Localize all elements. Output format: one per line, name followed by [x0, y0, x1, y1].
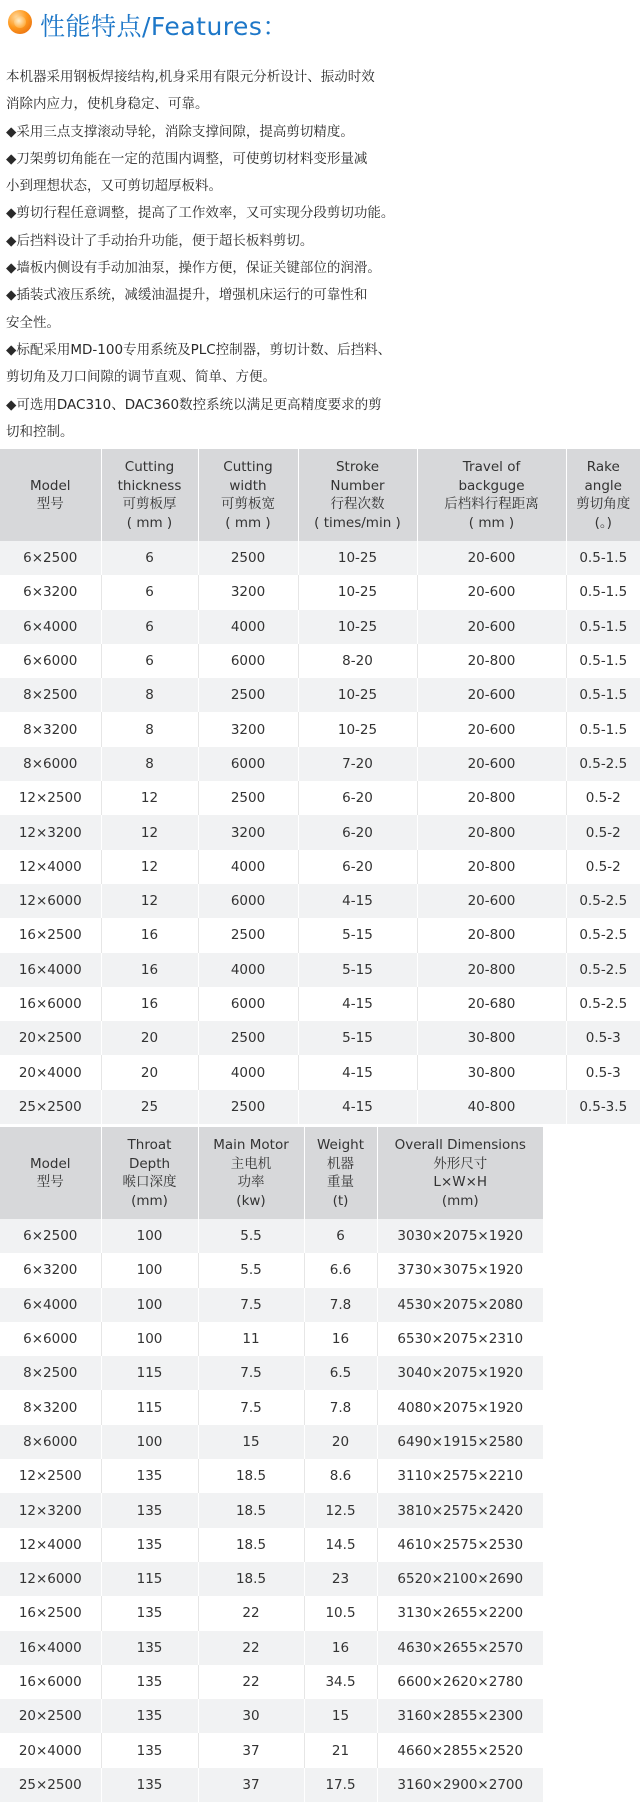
- column-header-line: (。): [594, 514, 612, 531]
- orange-bullet-icon: [8, 10, 32, 34]
- column-header: [417, 449, 566, 541]
- table-cell: 22: [198, 1631, 304, 1665]
- table-cell: 4-15: [298, 1090, 417, 1124]
- table-cell: 22: [198, 1596, 304, 1630]
- table-cell: 0.5-2: [566, 815, 640, 849]
- column-header-line: (kw): [236, 1192, 266, 1209]
- column-header-line: backguge: [458, 477, 525, 494]
- table-cell: 135: [101, 1733, 198, 1767]
- table-row: [0, 1390, 543, 1424]
- table-cell: 5-15: [298, 1021, 417, 1055]
- table-cell: 8-20: [298, 644, 417, 678]
- table-cell: 3730×3075×1920: [377, 1253, 543, 1287]
- table-cell: 3200: [198, 712, 298, 746]
- table-cell: 12×4000: [0, 850, 101, 884]
- table-row: [0, 1356, 543, 1390]
- table-cell: 16: [304, 1322, 377, 1356]
- table-cell: 4610×2575×2530: [377, 1528, 543, 1562]
- column-header-line: Rake angle: [584, 459, 622, 494]
- table-cell: 4630×2655×2570: [377, 1631, 543, 1665]
- table-cell: 12: [101, 884, 198, 918]
- table-row: [0, 1768, 543, 1802]
- table-cell: 6520×2100×2690: [377, 1562, 543, 1596]
- table-row: [0, 747, 640, 781]
- table-cell: 3030×2075×1920: [377, 1219, 543, 1253]
- table-cell: 4000: [198, 953, 298, 987]
- table-cell: 6: [101, 575, 198, 609]
- table-cell: 25: [101, 1090, 198, 1124]
- table-cell: 6530×2075×2310: [377, 1322, 543, 1356]
- feature-line: ◆标配采用MD-100专用系统及PLC控制器，剪切计数、后挡料、: [6, 341, 392, 358]
- table-cell: 3130×2655×2200: [377, 1596, 543, 1630]
- table-cell: 7.5: [198, 1288, 304, 1322]
- column-header-line: 外形尺寸: [433, 1155, 488, 1172]
- table-cell: 12: [101, 815, 198, 849]
- table-cell: 135: [101, 1493, 198, 1527]
- table-cell: 6×6000: [0, 644, 101, 678]
- table-cell: 20: [101, 1055, 198, 1089]
- table-cell: 10-25: [298, 678, 417, 712]
- table-row: [0, 815, 640, 849]
- table-cell: 0.5-1.5: [566, 712, 640, 746]
- column-header-line: Overall Dimensions: [394, 1137, 526, 1153]
- table-cell: 135: [101, 1596, 198, 1630]
- table-cell: 18.5: [198, 1459, 304, 1493]
- table-cell: 6: [101, 644, 198, 678]
- table-cell: 7.5: [198, 1390, 304, 1424]
- feature-line: ◆墙板内侧设有手动加油泵，操作方便，保证关键部位的润滑。: [6, 260, 381, 277]
- table-cell: 20: [304, 1425, 377, 1459]
- table-cell: 3040×2075×1920: [377, 1356, 543, 1390]
- column-header-line: ( mm ): [126, 514, 173, 531]
- table-cell: 12×2500: [0, 781, 101, 815]
- table-cell: 2500: [198, 781, 298, 815]
- table-row: [0, 1699, 543, 1733]
- table-cell: 100: [101, 1253, 198, 1287]
- table-cell: 2500: [198, 1090, 298, 1124]
- table-cell: 135: [101, 1699, 198, 1733]
- table-row: [0, 1459, 543, 1493]
- table-cell: 135: [101, 1665, 198, 1699]
- table-cell: 100: [101, 1425, 198, 1459]
- table-row: [0, 1425, 543, 1459]
- table-cell: 2500: [198, 1021, 298, 1055]
- table-row: [0, 850, 640, 884]
- table-cell: 21: [304, 1733, 377, 1767]
- table-cell: 6490×1915×2580: [377, 1425, 543, 1459]
- table-cell: 6000: [198, 747, 298, 781]
- table-cell: 12×6000: [0, 884, 101, 918]
- table-cell: 16×4000: [0, 1631, 101, 1665]
- table-cell: 100: [101, 1288, 198, 1322]
- table-cell: 25×2500: [0, 1090, 101, 1124]
- table-cell: 5-15: [298, 953, 417, 987]
- table-cell: 8: [101, 747, 198, 781]
- table-cell: 20-800: [417, 953, 566, 987]
- table-cell: 115: [101, 1390, 198, 1424]
- table-row: [0, 1493, 543, 1527]
- feature-line: 小到理想状态，又可剪切超厚板料。: [6, 178, 222, 195]
- table-cell: 18.5: [198, 1562, 304, 1596]
- table-cell: 135: [101, 1528, 198, 1562]
- table-cell: 20-600: [417, 884, 566, 918]
- table-row: [0, 987, 640, 1021]
- spec-table-cutting: [0, 449, 640, 1124]
- table-cell: 0.5-2.5: [566, 747, 640, 781]
- table-row: [0, 610, 640, 644]
- table-cell: 100: [101, 1322, 198, 1356]
- column-header-line: L×W×H: [433, 1174, 488, 1190]
- table-cell: 6.6: [304, 1253, 377, 1287]
- table-cell: 5-15: [298, 918, 417, 952]
- table-cell: 20-800: [417, 781, 566, 815]
- table-cell: 10.5: [304, 1596, 377, 1630]
- table-cell: 6-20: [298, 781, 417, 815]
- table-cell: 10-25: [298, 541, 417, 575]
- table-cell: 6600×2620×2780: [377, 1665, 543, 1699]
- table-cell: 16×6000: [0, 987, 101, 1021]
- features-text: [6, 64, 426, 446]
- table-cell: 0.5-3.5: [566, 1090, 640, 1124]
- table-cell: 11: [198, 1322, 304, 1356]
- table-cell: 6×3200: [0, 575, 101, 609]
- table-cell: 6×2500: [0, 1219, 101, 1253]
- column-header-line: (mm): [131, 1192, 168, 1209]
- column-header-line: Stroke: [335, 459, 380, 475]
- column-header: [0, 449, 101, 541]
- table-cell: 6×3200: [0, 1253, 101, 1287]
- feature-line: ◆剪切行程任意调整，提高了工作效率，又可实现分段剪切功能。: [6, 205, 395, 222]
- column-header-line: 重量: [327, 1174, 354, 1190]
- table-header-row: [0, 449, 640, 541]
- table-cell: 16: [101, 918, 198, 952]
- table-cell: 12×3200: [0, 1493, 101, 1527]
- table-cell: 0.5-3: [566, 1055, 640, 1089]
- table-cell: 15: [198, 1425, 304, 1459]
- column-header: [377, 1127, 543, 1219]
- table-cell: 20-800: [417, 850, 566, 884]
- table-cell: 8×2500: [0, 1356, 101, 1390]
- column-header-line: 型号: [36, 496, 64, 512]
- feature-line: 安全性。: [6, 314, 60, 331]
- table-cell: 4660×2855×2520: [377, 1733, 543, 1767]
- column-header-line: ( mm ): [225, 514, 271, 531]
- table-cell: 8×2500: [0, 678, 101, 712]
- table-cell: 16: [101, 987, 198, 1021]
- table-cell: 6-20: [298, 815, 417, 849]
- column-header: [198, 449, 298, 541]
- table-cell: 6-20: [298, 850, 417, 884]
- column-header-line: Model: [29, 477, 71, 494]
- column-header-line: 可剪板宽: [221, 496, 275, 512]
- column-header: [198, 1127, 304, 1219]
- table-row: [0, 1631, 543, 1665]
- table-cell: 8×6000: [0, 1425, 101, 1459]
- table-cell: 8: [101, 712, 198, 746]
- column-header: [101, 1127, 198, 1219]
- table-row: [0, 1322, 543, 1356]
- table-cell: 4530×2075×2080: [377, 1288, 543, 1322]
- table-row: [0, 1528, 543, 1562]
- table-cell: 12: [101, 781, 198, 815]
- column-header-line: Weight: [316, 1137, 365, 1153]
- feature-line: ◆插装式液压系统，减缓油温提升，增强机床运行的可靠性和: [6, 287, 368, 304]
- table-cell: 12: [101, 850, 198, 884]
- column-header-line: Travel of: [462, 459, 521, 475]
- table-cell: 4000: [198, 610, 298, 644]
- table-cell: 10-25: [298, 575, 417, 609]
- table-cell: 3200: [198, 575, 298, 609]
- table-cell: 3160×2855×2300: [377, 1699, 543, 1733]
- table-cell: 8.6: [304, 1459, 377, 1493]
- feature-line: 本机器采用钢板焊接结构,机身采用有限元分析设计、振动时效: [6, 69, 375, 85]
- table-cell: 0.5-1.5: [566, 575, 640, 609]
- table-cell: 3810×2575×2420: [377, 1493, 543, 1527]
- table-cell: 4000: [198, 850, 298, 884]
- column-header-line: 功率: [237, 1174, 265, 1190]
- table-cell: 0.5-2: [566, 781, 640, 815]
- section-title: 性能特点/Features：: [40, 12, 288, 41]
- feature-line: ◆刀架剪切角能在一定的范围内调整，可使剪切材料变形量减: [6, 150, 368, 167]
- table-cell: 3160×2900×2700: [377, 1768, 543, 1802]
- column-header-line: Cutting: [124, 459, 175, 475]
- table-row: [0, 1021, 640, 1055]
- table-cell: 20-680: [417, 987, 566, 1021]
- table-row: [0, 678, 640, 712]
- table-row: [0, 918, 640, 952]
- column-header-line: 后档料行程距离: [444, 496, 539, 512]
- table-cell: 40-800: [417, 1090, 566, 1124]
- column-header-line: 行程次数: [330, 496, 385, 512]
- feature-line: ◆可选用DAC310、DAC360数控系统以满足更高精度要求的剪: [6, 396, 382, 413]
- column-header-line: Number: [330, 477, 385, 494]
- table-cell: 4080×2075×1920: [377, 1390, 543, 1424]
- table-cell: 30: [198, 1699, 304, 1733]
- table-cell: 20-800: [417, 644, 566, 678]
- table-cell: 6×4000: [0, 1288, 101, 1322]
- table-cell: 20: [101, 1021, 198, 1055]
- column-header-line: thickness: [117, 477, 182, 494]
- column-header-line: 可剪板厚: [122, 496, 177, 512]
- column-header-line: ( mm ): [468, 514, 515, 531]
- table-cell: 2500: [198, 541, 298, 575]
- table-cell: 7.5: [198, 1356, 304, 1390]
- feature-line: 剪切角及刀口间隙的调节直观、简单、方便。: [6, 369, 276, 386]
- table-cell: 20-600: [417, 575, 566, 609]
- table-cell: 6000: [198, 644, 298, 678]
- feature-line: 切和控制。: [6, 423, 74, 440]
- table-row: [0, 1665, 543, 1699]
- column-header-line: Cutting: [223, 459, 273, 475]
- feature-line: 消除内应力，使机身稳定、可靠。: [6, 96, 209, 113]
- table-cell: 6: [304, 1219, 377, 1253]
- table-cell: 20×2500: [0, 1699, 101, 1733]
- table-cell: 10-25: [298, 712, 417, 746]
- table-cell: 18.5: [198, 1493, 304, 1527]
- table-cell: 0.5-2.5: [566, 918, 640, 952]
- table-cell: 20×4000: [0, 1733, 101, 1767]
- table-cell: 4000: [198, 1055, 298, 1089]
- table-cell: 10-25: [298, 610, 417, 644]
- table-cell: 30-800: [417, 1021, 566, 1055]
- column-header: [101, 449, 198, 541]
- table-cell: 25×2500: [0, 1768, 101, 1802]
- table-cell: 12×4000: [0, 1528, 101, 1562]
- table-row: [0, 1596, 543, 1630]
- table-cell: 18.5: [198, 1528, 304, 1562]
- table-cell: 12×6000: [0, 1562, 101, 1596]
- table-cell: 20-600: [417, 712, 566, 746]
- table-cell: 4-15: [298, 1055, 417, 1089]
- table-cell: 0.5-2.5: [566, 953, 640, 987]
- column-header-line: Main Motor: [213, 1137, 289, 1153]
- column-header: [298, 449, 417, 541]
- table-cell: 37: [198, 1733, 304, 1767]
- column-header: [304, 1127, 377, 1219]
- table-cell: 22: [198, 1665, 304, 1699]
- table-row: [0, 644, 640, 678]
- table-cell: 20-600: [417, 678, 566, 712]
- table-cell: 115: [101, 1356, 198, 1390]
- table-cell: 6.5: [304, 1356, 377, 1390]
- table-cell: 0.5-2: [566, 850, 640, 884]
- table-cell: 115: [101, 1562, 198, 1596]
- table-cell: 6: [101, 541, 198, 575]
- column-header: [0, 1127, 101, 1219]
- table-cell: 2500: [198, 678, 298, 712]
- spec-table-dimensions: [0, 1127, 543, 1802]
- table-cell: 5.5: [198, 1253, 304, 1287]
- table-cell: 16×4000: [0, 953, 101, 987]
- column-header-line: (mm): [441, 1192, 479, 1209]
- table-cell: 17.5: [304, 1768, 377, 1802]
- column-header: [566, 449, 640, 541]
- table-cell: 20-600: [417, 541, 566, 575]
- table-row: [0, 1219, 543, 1253]
- table-cell: 8: [101, 678, 198, 712]
- column-header-line: width: [229, 477, 267, 494]
- table-cell: 2500: [198, 918, 298, 952]
- table-cell: 20-800: [417, 918, 566, 952]
- table-cell: 12.5: [304, 1493, 377, 1527]
- table-cell: 5.5: [198, 1219, 304, 1253]
- table-cell: 135: [101, 1768, 198, 1802]
- table-row: [0, 1253, 543, 1287]
- table-cell: 4-15: [298, 884, 417, 918]
- table-cell: 6×6000: [0, 1322, 101, 1356]
- table-row: [0, 541, 640, 575]
- table-cell: 34.5: [304, 1665, 377, 1699]
- table-cell: 7-20: [298, 747, 417, 781]
- column-header-line: Model: [29, 1155, 71, 1172]
- table-cell: 20-600: [417, 747, 566, 781]
- table-cell: 7.8: [304, 1288, 377, 1322]
- table-cell: 8×6000: [0, 747, 101, 781]
- column-header-line: 剪切角度: [576, 496, 631, 512]
- table-cell: 20×2500: [0, 1021, 101, 1055]
- table-cell: 16×2500: [0, 1596, 101, 1630]
- table-cell: 135: [101, 1631, 198, 1665]
- table-cell: 14.5: [304, 1528, 377, 1562]
- table-cell: 8×3200: [0, 712, 101, 746]
- table-cell: 16: [101, 953, 198, 987]
- table-cell: 3200: [198, 815, 298, 849]
- table-cell: 0.5-2.5: [566, 884, 640, 918]
- table-row: [0, 1733, 543, 1767]
- table-cell: 0.5-1.5: [566, 610, 640, 644]
- column-header-line: 喉口深度: [122, 1174, 177, 1190]
- table-cell: 6000: [198, 884, 298, 918]
- table-cell: 12×2500: [0, 1459, 101, 1493]
- table-cell: 6000: [198, 987, 298, 1021]
- column-header-line: Depth: [128, 1155, 171, 1172]
- table-cell: 0.5-1.5: [566, 644, 640, 678]
- table-cell: 30-800: [417, 1055, 566, 1089]
- column-header-line: 主电机: [230, 1155, 272, 1172]
- table-row: [0, 1055, 640, 1089]
- table-cell: 6×4000: [0, 610, 101, 644]
- table-header-row: [0, 1127, 543, 1219]
- table-cell: 0.5-1.5: [566, 678, 640, 712]
- column-header-line: (t): [332, 1192, 349, 1209]
- table-cell: 20×4000: [0, 1055, 101, 1089]
- table-cell: 16×6000: [0, 1665, 101, 1699]
- table-cell: 20-800: [417, 815, 566, 849]
- table-row: [0, 1288, 543, 1322]
- table-row: [0, 1090, 640, 1124]
- table-cell: 8×3200: [0, 1390, 101, 1424]
- feature-line: ◆采用三点支撑滚动导轮，消除支撑间隙，提高剪切精度。: [6, 123, 354, 140]
- table-cell: 135: [101, 1459, 198, 1493]
- table-cell: 12×3200: [0, 815, 101, 849]
- table-row: [0, 1562, 543, 1596]
- table-row: [0, 884, 640, 918]
- section-header: [0, 0, 640, 50]
- table-cell: 7.8: [304, 1390, 377, 1424]
- table-cell: 20-600: [417, 610, 566, 644]
- table-row: [0, 953, 640, 987]
- table-row: [0, 712, 640, 746]
- table-row: [0, 781, 640, 815]
- column-header-line: 型号: [36, 1174, 64, 1190]
- table-cell: 0.5-1.5: [566, 541, 640, 575]
- feature-line: ◆后挡料设计了手动抬升功能，便于超长板料剪切。: [6, 232, 314, 249]
- table-cell: 6: [101, 610, 198, 644]
- table-cell: 37: [198, 1768, 304, 1802]
- table-cell: 0.5-2.5: [566, 987, 640, 1021]
- table-cell: 16: [304, 1631, 377, 1665]
- column-header-line: Throat: [127, 1137, 172, 1153]
- table-cell: 0.5-3: [566, 1021, 640, 1055]
- column-header-line: 机器: [327, 1155, 354, 1172]
- column-header-line: ( times/min ): [314, 514, 401, 531]
- table-cell: 6×2500: [0, 541, 101, 575]
- table-cell: 4-15: [298, 987, 417, 1021]
- table-cell: 15: [304, 1699, 377, 1733]
- table-cell: 16×2500: [0, 918, 101, 952]
- table-cell: 100: [101, 1219, 198, 1253]
- table-cell: 23: [304, 1562, 377, 1596]
- table-row: [0, 575, 640, 609]
- table-cell: 3110×2575×2210: [377, 1459, 543, 1493]
